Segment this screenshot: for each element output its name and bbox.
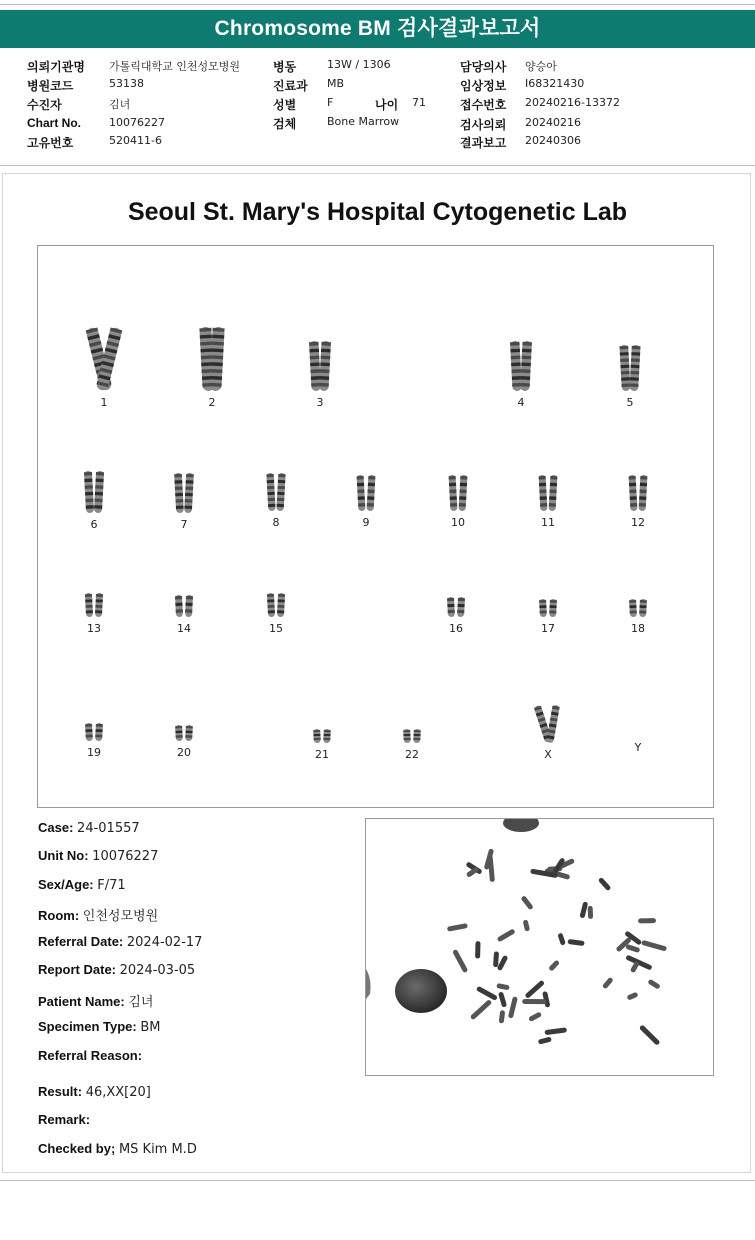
metaphase-chromosome (496, 983, 510, 990)
metaphase-chromosome (602, 977, 614, 990)
chromosome-pair-10 (428, 474, 488, 529)
metaphase-chromosome (524, 980, 545, 999)
chromosome-pair-20 (154, 724, 214, 759)
chromosome-image (164, 724, 204, 742)
chromosome-label: 6 (90, 518, 98, 531)
chromosome-label: 17 (541, 622, 555, 635)
chromosome-label: Y (634, 741, 642, 754)
unit-value: 10076227 (92, 849, 159, 864)
metaphase-chromosome (497, 928, 516, 942)
bottom-rule (0, 1180, 755, 1181)
metaphase-chromosome (567, 939, 584, 946)
unique-label: 고유번호 (27, 136, 74, 150)
report-date-label-2: Report Date: (38, 962, 117, 977)
chromosome-label: 19 (87, 746, 101, 759)
chromosome-label: 12 (631, 516, 645, 529)
chromosome-image (300, 340, 340, 392)
chromosome-label: 2 (208, 396, 216, 409)
specimen-label: 검체 (273, 117, 297, 131)
chromosome-pair-17 (518, 598, 578, 635)
chromosome-label: 22 (405, 748, 419, 761)
metaphase-chromosomes (447, 848, 667, 1046)
sexage-value: F/71 (97, 878, 126, 893)
request-label: 검사의뢰 (460, 118, 507, 132)
chromosome-pair-4 (491, 340, 551, 409)
metaphase-chromosome (638, 918, 656, 923)
metaphase-chromosome (641, 940, 667, 952)
age-label: 나이 (375, 98, 399, 112)
nucleus-fragment (503, 819, 539, 832)
doctor-value: 양승아 (525, 60, 557, 73)
chromosome-image (74, 470, 114, 514)
case-label: Case: (38, 820, 74, 835)
chromosome-image (618, 474, 658, 512)
chromosome-label: 1 (100, 396, 108, 409)
chromosome-pair-15 (246, 592, 306, 635)
institution-value: 가톨릭대학교 인천성모병원 (109, 60, 241, 73)
metaphase-chromosome (548, 959, 560, 971)
chromosome-label: 11 (541, 516, 555, 529)
metaphase-chromosome (520, 895, 533, 910)
remark-label: Remark: (38, 1112, 91, 1127)
chromosome-label: 10 (451, 516, 465, 529)
metaphase-chromosome (447, 923, 468, 932)
chromosome-pair-14 (154, 594, 214, 635)
chromosome-image (528, 598, 568, 618)
metaphase-chromosome (523, 919, 530, 931)
metaphase-chromosome (615, 937, 632, 953)
metaphase-spread-image (365, 818, 714, 1076)
metaphase-chromosome (452, 949, 468, 973)
chromosome-image (610, 344, 650, 392)
chromosome-label: 4 (517, 396, 525, 409)
info-separator (0, 165, 755, 166)
sexage-label: Sex/Age: (38, 877, 94, 892)
patient-label: 수진자 (27, 98, 62, 112)
chromosome-pair-12 (608, 474, 668, 529)
chromosome-image (436, 596, 476, 618)
ward-label: 병동 (273, 60, 297, 74)
report-title: Chromosome BM 검사결과보고서 (0, 10, 755, 48)
metaphase-chromosome (522, 999, 546, 1004)
chromosome-pair-11 (518, 474, 578, 529)
doctor-label: 담당의사 (460, 60, 507, 74)
chromosome-pair-5 (600, 344, 660, 409)
chromosome-pair-9 (336, 474, 396, 529)
chromosome-pair-18 (608, 598, 668, 635)
room-label: Room: (38, 908, 80, 923)
referral-date-value: 2024-02-17 (126, 935, 203, 950)
metaphase-chromosome (588, 906, 594, 919)
metaphase-chromosome (647, 979, 660, 990)
metaphase-spread-graphic (366, 819, 714, 1076)
hospital-code-value: 53138 (109, 77, 144, 90)
chromosome-label: 13 (87, 622, 101, 635)
chromosome-label: 3 (316, 396, 324, 409)
chromosome-image (501, 340, 541, 392)
hospital-code-label: 병원코드 (27, 79, 74, 93)
chromosome-pair-X (518, 704, 578, 761)
metaphase-chromosome (528, 1011, 542, 1022)
chromosome-pair-7 (154, 472, 214, 531)
metaphase-chromosome (579, 901, 588, 918)
chromosome-image (256, 592, 296, 618)
patient-info-block (0, 52, 755, 162)
chromosome-pair-19 (64, 722, 124, 759)
edge-cell (366, 969, 371, 999)
patient-value: 김녀 (109, 98, 131, 111)
result-value: 46,XX[20] (85, 1085, 151, 1100)
unit-label: Unit No: (38, 848, 89, 863)
chromosome-image (74, 592, 114, 618)
chromosome-pair-8 (246, 472, 306, 529)
chromosome-label: 8 (272, 516, 280, 529)
metaphase-chromosome (557, 933, 566, 946)
metaphase-chromosome (538, 1036, 552, 1044)
chromosome-image (74, 722, 114, 742)
chromosome-image (528, 704, 568, 744)
chromosome-image (164, 594, 204, 618)
cytogenetic-report (2, 173, 751, 1173)
request-value: 20240216 (525, 116, 581, 129)
receipt-value: 20240216-13372 (525, 96, 620, 109)
chromosome-pair-13 (64, 592, 124, 635)
receipt-label: 접수번호 (460, 98, 507, 112)
metaphase-chromosome (598, 877, 612, 891)
metaphase-chromosome (508, 996, 518, 1018)
chromosome-image (438, 474, 478, 512)
metaphase-chromosome (470, 999, 493, 1020)
metaphase-chromosome (476, 986, 498, 1001)
clinical-value: I68321430 (525, 77, 585, 90)
chromosome-image (528, 474, 568, 512)
chart-value: 10076227 (109, 116, 165, 129)
referral-date-label: Referral Date: (38, 934, 124, 949)
top-rule (0, 4, 755, 5)
metaphase-chromosome (498, 991, 507, 1007)
chromosome-label: 9 (362, 516, 370, 529)
metaphase-chromosome (499, 1010, 505, 1024)
chromosome-label: 16 (449, 622, 463, 635)
checked-label: Checked by; (38, 1141, 116, 1156)
chromosome-pair-16 (426, 596, 486, 635)
chromosome-label: 5 (626, 396, 634, 409)
specimen-type-label: Specimen Type: (38, 1019, 137, 1034)
chromosome-image (192, 326, 232, 392)
age-value: 71 (412, 96, 426, 109)
chromosome-image (392, 728, 432, 744)
chromosome-pair-Y (608, 737, 668, 754)
dept-label: 진료과 (273, 79, 308, 93)
chromosome-label: 14 (177, 622, 191, 635)
chromosome-pair-3 (290, 340, 350, 409)
chromosome-label: 15 (269, 622, 283, 635)
sex-value: F (327, 96, 334, 109)
chromosome-label: 21 (315, 748, 329, 761)
unique-value: 520411-6 (109, 134, 162, 147)
metaphase-chromosome (639, 1024, 661, 1045)
chromosome-image (256, 472, 296, 512)
patient-name-label: Patient Name: (38, 994, 125, 1009)
chromosome-pair-1 (74, 326, 134, 409)
metaphase-chromosome (493, 951, 499, 967)
referral-reason-label: Referral Reason: (38, 1048, 143, 1063)
report-date-value: 20240306 (525, 134, 581, 147)
chromosome-image (302, 728, 342, 744)
sex-label: 성별 (273, 98, 297, 112)
report-date-label: 결과보고 (460, 136, 507, 150)
chromosome-pair-2 (182, 326, 242, 409)
result-label: Result: (38, 1084, 83, 1099)
chromosome-image (618, 598, 658, 618)
patient-name-value: 김녀 (128, 995, 154, 1010)
case-value: 24-01557 (77, 821, 140, 836)
chromosome-label: X (544, 748, 552, 761)
dept-value: MB (327, 77, 345, 90)
metaphase-chromosome (626, 992, 638, 1001)
room-value: 인천성모병원 (82, 909, 159, 924)
report-date-value-2: 2024-03-05 (119, 963, 196, 978)
metaphase-chromosome (475, 941, 480, 959)
checked-value: MS Kim M.D (118, 1142, 197, 1157)
chromosome-pair-22 (382, 728, 442, 761)
institution-label: 의뢰기관명 (27, 60, 85, 74)
metaphase-chromosome (625, 955, 652, 971)
metaphase-chromosome (544, 1027, 567, 1035)
metaphase-chromosome (625, 944, 640, 953)
metaphase-chromosome (630, 961, 640, 974)
ward-value: 13W / 1306 (327, 58, 391, 71)
chromosome-pair-6 (64, 470, 124, 531)
interphase-nucleus (395, 969, 447, 1013)
karyogram-panel (37, 245, 714, 808)
chromosome-pair-21 (292, 728, 352, 761)
chromosome-image (84, 326, 124, 392)
chart-label: Chart No. (27, 116, 81, 130)
lab-title: Seoul St. Mary's Hospital Cytogenetic Lab (127, 198, 628, 226)
specimen-value: Bone Marrow (327, 115, 400, 128)
chromosome-image (346, 474, 386, 512)
chromosome-image (164, 472, 204, 514)
chromosome-label: 18 (631, 622, 645, 635)
chromosome-label: 7 (180, 518, 188, 531)
specimen-type-value: BM (140, 1020, 161, 1035)
chromosome-label: 20 (177, 746, 191, 759)
clinical-label: 임상정보 (460, 79, 507, 93)
